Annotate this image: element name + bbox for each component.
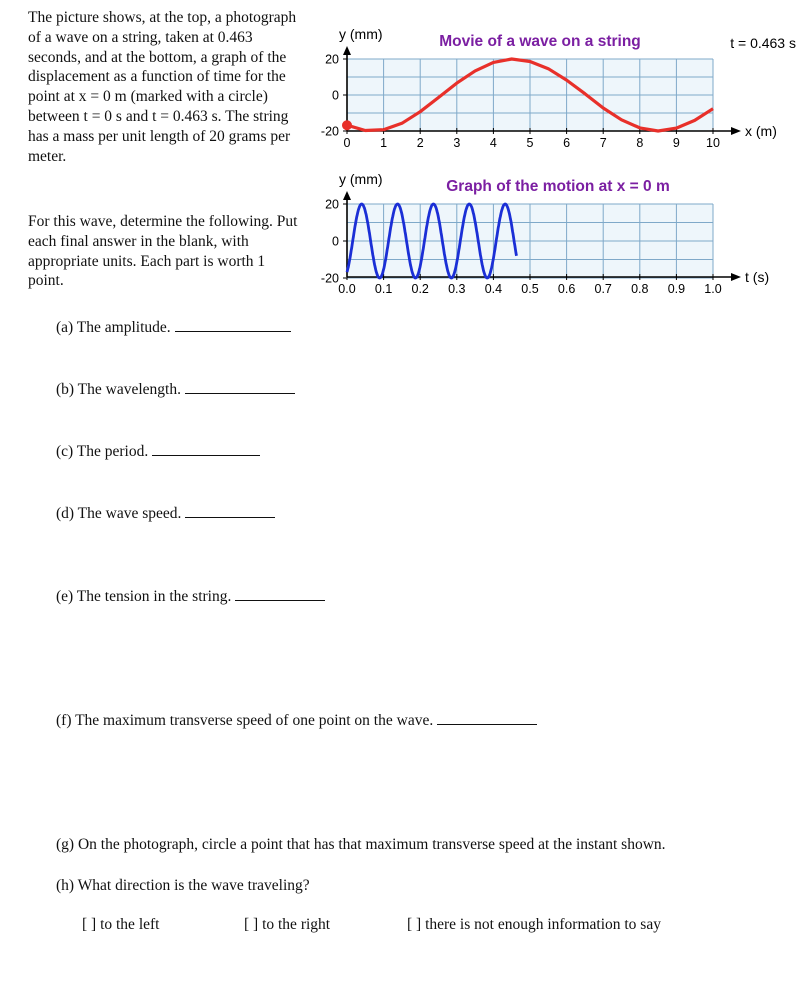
answer-d-blank[interactable] (185, 504, 275, 518)
y-tick-label: 20 (325, 52, 339, 67)
question-d (56, 504, 275, 523)
question-d-text: (d) The wave speed. (56, 505, 182, 522)
intro-paragraph-1: The picture shows, at the top, a photograph of a wave on a string, taken at 0.463 seconds, and at the bottom, a graph of the displacement as a function of time for the point at x = 0 m (marked with a circle) between t = 0 s and t = 0.463 s. The string has a mass per unit length of 20 grams per meter. (28, 9, 297, 165)
question-g (56, 836, 666, 854)
answer-e-blank[interactable] (235, 587, 325, 601)
question-f (56, 711, 537, 730)
answer-f-blank[interactable] (437, 711, 537, 725)
x-axis-arrow (731, 273, 741, 281)
question-c (56, 442, 260, 461)
answer-a-blank[interactable] (175, 318, 291, 332)
choice-left[interactable]: [ ] to the left (82, 916, 160, 933)
x-tick-label: 0.8 (631, 282, 649, 296)
x-axis-label: t (s) (745, 269, 770, 285)
x-tick-label: 0.6 (557, 282, 576, 296)
choice-not-enough-info[interactable]: [ ] there is not enough information to say (407, 916, 661, 933)
question-g-text: (g) On the photograph, circle a point that has that maximum transverse speed at the instant shown. (56, 836, 666, 853)
x-tick-label: 0.2 (411, 282, 429, 296)
x-axis-arrow (731, 127, 741, 135)
x-tick-label: 1.0 (704, 282, 722, 296)
question-a-text: (a) The amplitude. (56, 319, 171, 336)
y-axis-arrow (343, 46, 351, 55)
question-b-text: (b) The wavelength. (56, 381, 181, 398)
motion-graph-chart (321, 171, 769, 296)
question-a (56, 318, 291, 337)
chart-title: Movie of a wave on a string (439, 33, 641, 50)
question-e (56, 587, 325, 606)
x-axis-label: x (m) (745, 123, 777, 139)
x-tick-label: 0.5 (521, 282, 539, 296)
x-tick-label: 0.1 (374, 282, 393, 296)
x-tick-label: 8 (636, 136, 644, 150)
chart-title: Graph of the motion at x = 0 m (446, 178, 670, 195)
x-tick-label: 10 (706, 136, 720, 150)
x-tick-label: 0.3 (448, 282, 466, 296)
y-tick-label: -20 (320, 124, 339, 139)
question-b (56, 380, 295, 399)
x-tick-label: 9 (672, 136, 680, 150)
answer-b-blank[interactable] (185, 380, 295, 394)
y-axis-arrow (343, 191, 351, 200)
y-tick-label: -20 (320, 271, 339, 286)
answer-c-blank[interactable] (152, 442, 260, 456)
x-tick-label: 2 (416, 136, 424, 150)
intro-paragraph-2: For this wave, determine the following. Put each final answer in the blank, with appropriate units. Each part is worth 1 point. (28, 213, 298, 290)
x-tick-label: 0.4 (484, 282, 503, 296)
y-tick-label: 20 (325, 197, 339, 212)
x-tick-label: 7 (599, 136, 607, 150)
y-tick-label: 0 (332, 88, 339, 103)
x-tick-label: 6 (563, 136, 571, 150)
x-tick-label: 0.9 (667, 282, 686, 296)
wave-snapshot-chart (321, 26, 796, 150)
marker-circle (343, 121, 352, 130)
y-axis-label: y (mm) (339, 171, 383, 187)
question-e-text: (e) The tension in the string. (56, 588, 232, 605)
question-h (56, 877, 310, 895)
time-label: t = 0.463 s (730, 35, 796, 51)
x-tick-label: 0.7 (594, 282, 612, 296)
question-c-text: (c) The period. (56, 443, 149, 460)
x-tick-label: 0.0 (338, 282, 356, 296)
x-tick-label: 1 (380, 136, 388, 150)
wave-figure (0, 0, 806, 320)
question-h-text: (h) What direction is the wave traveling? (56, 877, 310, 894)
y-tick-label: 0 (332, 234, 339, 249)
x-tick-label: 5 (526, 136, 534, 150)
choice-right[interactable]: [ ] to the right (244, 916, 331, 933)
question-f-text: (f) The maximum transverse speed of one point on the wave. (56, 712, 434, 729)
x-tick-label: 0 (343, 136, 351, 150)
x-tick-label: 3 (453, 136, 461, 150)
x-tick-label: 4 (489, 136, 497, 150)
y-axis-label: y (mm) (339, 26, 383, 42)
